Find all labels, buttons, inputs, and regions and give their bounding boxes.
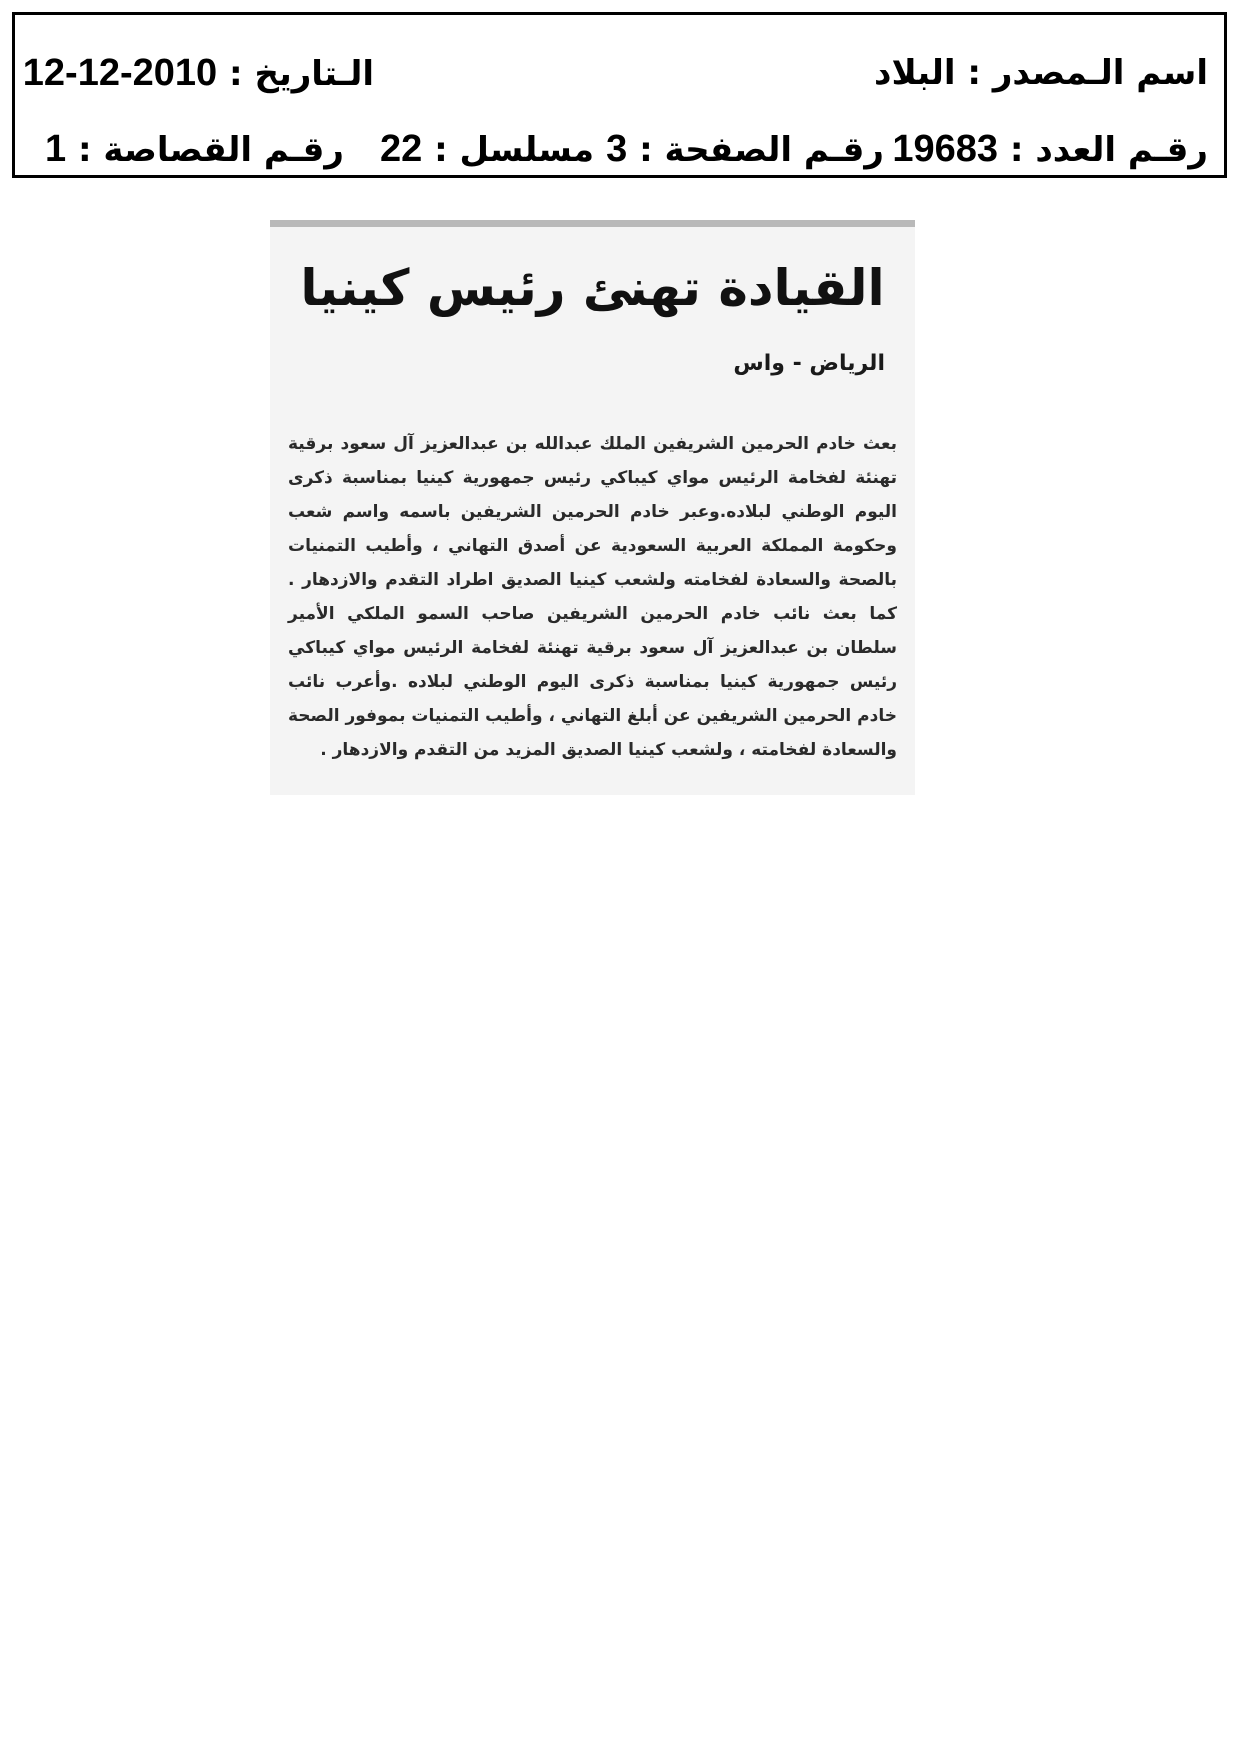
date-label: الـتاريخ : <box>229 54 374 94</box>
page-value: 3 <box>606 128 628 170</box>
clip-number-field <box>45 119 344 180</box>
issue-label: رقـم العدد : <box>1009 130 1208 170</box>
serial-value: 22 <box>379 128 423 170</box>
newspaper-clipping <box>270 220 915 795</box>
issue-field <box>892 119 1208 180</box>
clipping-metadata-box <box>12 12 1227 178</box>
date-field <box>23 43 374 104</box>
article-body: بعث خادم الحرمين الشريفين الملك عبدالله بن عبدالعزيز آل سعود برقية تهنئة لفخامة الرئيس مواي كيباكي رئيس جمهورية كينيا بمناسبة ذكرى اليوم الوطني لبلاده.وعبر خادم الحرمين الشريفين باسمه واسم شعب وحكومة المملكة العربية السعودية عن أصدق التهاني ، وأطيب التمنيات بالصحة والسعادة لفخامته ولشعب كينيا الصديق اطراد التقدم والازدهار . كما بعث نائب خادم الحرمين الشريفين صاحب السمو الملكي الأمير سلطان بن عبدالعزيز آل سعود برقية تهنئة لفخامة الرئيس مواي كيباكي رئيس جمهورية كينيا بمناسبة ذكرى اليوم الوطني لبلاده .وأعرب نائب خادم الحرمين الشريفين عن أبلغ التهاني ، وأطيب التمنيات بموفور الصحة والسعادة لفخامته ، ولشعب كينيا الصديق المزيد من التقدم والازدهار . <box>288 434 897 760</box>
date-value: 2010-12-12 <box>22 52 218 94</box>
page-label: رقـم الصفحة : <box>639 130 884 170</box>
article-headline: القيادة تهنئ رئيس كينيا <box>300 259 885 317</box>
article-dateline: الرياض - واس <box>733 351 885 376</box>
source-field <box>874 43 1208 103</box>
serial-field <box>380 119 594 180</box>
clip-number-value: 1 <box>44 128 67 170</box>
source-label: اسم الـمصدر : <box>967 53 1208 93</box>
serial-label: مسلسل : <box>434 130 594 170</box>
clip-number-label: رقـم القصاصة : <box>77 130 344 170</box>
metadata-row-2 <box>15 119 1224 179</box>
source-value: البلاد <box>874 53 956 93</box>
page-field <box>606 119 884 180</box>
issue-value: 19683 <box>892 128 999 170</box>
metadata-row-1 <box>15 43 1224 103</box>
